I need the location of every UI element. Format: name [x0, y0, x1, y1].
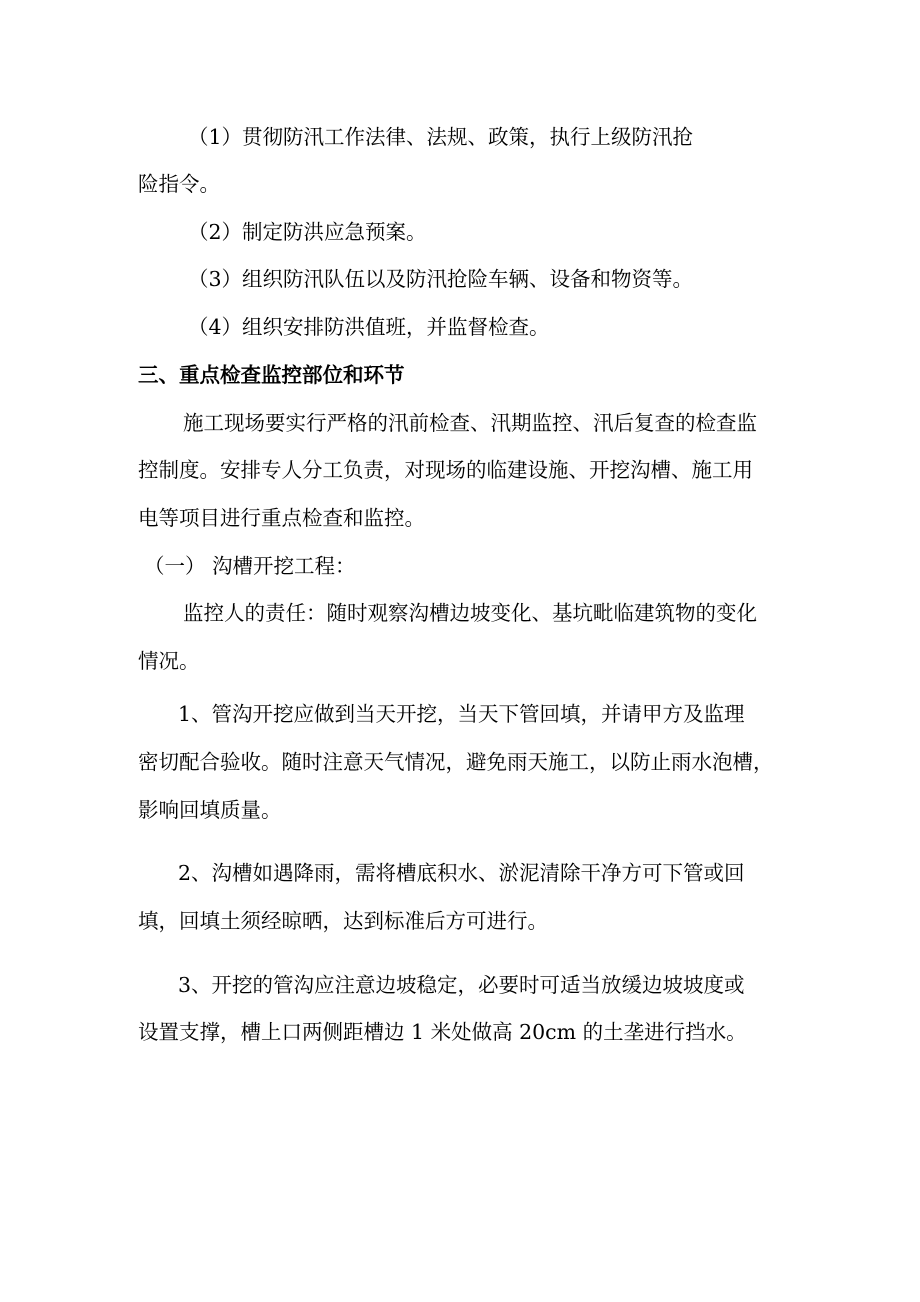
- duty-4: （4）组织安排防洪值班，并监督检查。: [188, 315, 550, 339]
- item-3-line-2: 设置支撑，槽上口两侧距槽边 1 米处做高 20cm 的土垄进行挡水。: [138, 1020, 747, 1044]
- item-1-line-3: 影响回填质量。: [138, 798, 282, 822]
- monitor-line-1: 监控人的责任：随时观察沟槽边坡变化、基坑毗临建筑物的变化: [183, 601, 757, 625]
- duty-3: （3）组织防汛队伍以及防汛抢险车辆、设备和物资等。: [188, 267, 694, 291]
- item-2-line-2: 填，回填土须经晾晒，达到标准后方可进行。: [138, 909, 548, 933]
- monitor-line-2: 情况。: [138, 649, 200, 673]
- item-1-line-2: 密切配合验收。随时注意天气情况，避免雨天施工，以防止雨水泡槽，: [138, 750, 774, 774]
- intro-line-3: 电等项目进行重点检查和监控。: [138, 506, 425, 530]
- duty-1-line-2: 险指令。: [138, 172, 220, 196]
- duty-1-line-1: （1）贯彻防汛工作法律、法规、政策，执行上级防汛抢: [188, 125, 694, 149]
- item-3-line-1: 3、开挖的管沟应注意边坡稳定，必要时可适当放缓边坡坡度或: [178, 973, 745, 997]
- intro-line-1: 施工现场要实行严格的汛前检查、汛期监控、汛后复查的检查监: [183, 411, 757, 435]
- item-2-line-1: 2、沟槽如遇降雨，需将槽底积水、淤泥清除干净方可下管或回: [178, 861, 745, 885]
- item-1-line-1: 1、管沟开挖应做到当天开挖，当天下管回填，并请甲方及监理: [178, 702, 745, 726]
- section-3-heading: 三、重点检查监控部位和环节: [138, 363, 405, 387]
- intro-line-2: 控制度。安排专人分工负责，对现场的临建设施、开挖沟槽、施工用: [138, 458, 753, 482]
- duty-2: （2）制定防洪应急预案。: [188, 220, 427, 244]
- subsection-1-heading: （一） 沟槽开挖工程：: [144, 554, 356, 578]
